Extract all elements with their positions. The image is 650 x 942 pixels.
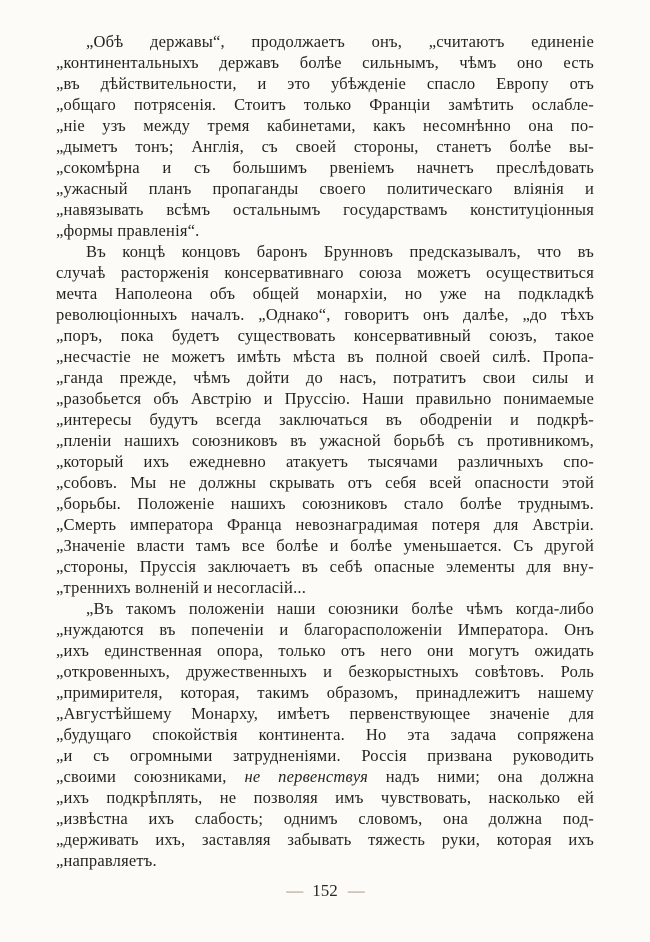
text-line: „нуждаются въ попеченіи и благорасположеніи Императора. Онъ: [56, 620, 594, 639]
text-line: „континентальныхъ державъ болѣе сильнымъ, чѣмъ оно есть: [56, 53, 594, 72]
text-line: „несчастіе не можетъ имѣть мѣста въ полной своей силѣ. Пропа-: [56, 347, 594, 366]
text-line: „и съ огромными затрудненіями. Россія призвана руководить: [56, 746, 594, 765]
text-line: Въ концѣ концовъ баронъ Брунновъ предсказывалъ, что въ: [86, 242, 594, 261]
text-line: революціонныхъ началъ. „Однако“, говоритъ онъ далѣе, „до тѣхъ: [56, 305, 594, 324]
text-line: мечта Наполеона объ общей монархіи, но уже на подкладкѣ: [56, 284, 594, 303]
text-line: „въ дѣйствительности, и это убѣжденіе спасло Европу отъ: [56, 74, 594, 93]
text-line: „Обѣ державы“, продолжаетъ онъ, „считаютъ единеніе: [86, 32, 594, 51]
footer-dash-right: —: [347, 881, 364, 900]
text-line: „направляетъ.: [56, 851, 157, 870]
text-line: „общаго потрясенія. Стоитъ только Франціи замѣтить ослабле-: [56, 95, 594, 114]
text-line: „будущаго спокойствія континента. Но эта задача сопряжена: [56, 725, 594, 744]
text-line: [56, 766, 594, 787]
text-line: „ихъ единственная опора, только отъ него они могутъ ожидать: [56, 641, 594, 660]
text-line: „разобьется объ Австрію и Пруссію. Наши правильно понимаемые: [56, 389, 594, 408]
text-line: „Смерть императора Франца невознаградимая потеря для Австріи.: [56, 515, 594, 534]
text-segment: надъ ними; она должна: [367, 767, 594, 786]
text-line: „Значеніе власти тамъ все болѣе и болѣе уменьшается. Съ другой: [56, 536, 594, 555]
text-line: „извѣстна ихъ слабость; однимъ словомъ, она должна под-: [56, 809, 594, 828]
text-line: „треннихъ волненій и несогласій...: [56, 578, 307, 597]
text-line: „примирителя, которая, такимъ образомъ, принадлежитъ нашему: [56, 683, 594, 702]
text-line: случаѣ расторженія консервативнаго союза можетъ осуществиться: [56, 263, 594, 282]
page-text: [56, 31, 594, 871]
text-line: „формы правленія“.: [56, 221, 200, 240]
italic-phrase: не первенствуя: [244, 767, 368, 786]
text-line: „интересы будутъ всегда заключаться въ ободреніи и подкрѣ-: [56, 410, 594, 429]
text-line: „Августѣйшему Монарху, имѣетъ первенствующее значеніе для: [56, 704, 594, 723]
text-line: „ганда прежде, чѣмъ дойти до насъ, потратитъ свои силы и: [56, 368, 594, 387]
text-line: „ніе узъ между тремя кабинетами, какъ несомнѣнно она по-: [56, 116, 594, 135]
text-line: „пленіи нашихъ союзниковъ въ ужасной борьбѣ съ противникомъ,: [56, 431, 594, 450]
footer-dash-left: —: [286, 881, 303, 900]
text-line: „откровенныхъ, дружественныхъ и безкорыстныхъ совѣтовъ. Роль: [56, 662, 594, 681]
text-line: „сокомѣрна и съ большимъ рвеніемъ начнетъ преслѣдовать: [56, 158, 594, 177]
text-line: „ихъ подкрѣплять, не позволяя имъ чувствовать, насколько ей: [56, 788, 594, 807]
text-line: „собовъ. Мы не должны скрывать отъ себя всей опасности этой: [56, 473, 594, 492]
text-line: „борьбы. Положеніе нашихъ союзниковъ стало болѣе труднымъ.: [56, 494, 594, 513]
text-line: „ужасный планъ пропаганды своего политическаго вліянія и: [56, 179, 594, 198]
text-line: „Въ такомъ положеніи наши союзники болѣе чѣмъ когда-либо: [86, 599, 594, 618]
paragraph: [56, 31, 594, 241]
text-line: „который ихъ ежедневно атакуетъ тысячами различныхъ спо-: [56, 452, 594, 471]
page-footer: [56, 880, 594, 901]
page-number: 152: [312, 881, 338, 900]
text-line: „держивать ихъ, заставляя забывать тяжесть руки, которая ихъ: [56, 830, 594, 849]
text-segment: „своими союзниками,: [56, 767, 245, 786]
paragraph: [56, 241, 594, 598]
text-line: „навязывать всѣмъ остальнымъ государствамъ конституціонныя: [56, 200, 594, 219]
text-line: „стороны, Пруссія заключаетъ въ себѣ опасные элементы для вну-: [56, 557, 594, 576]
text-line: „дыметъ тонъ; Англія, съ своей стороны, станетъ болѣе вы-: [56, 137, 594, 156]
paragraph: [56, 598, 594, 871]
text-line: „поръ, пока будетъ существовать консервативный союзъ, такое: [56, 326, 594, 345]
